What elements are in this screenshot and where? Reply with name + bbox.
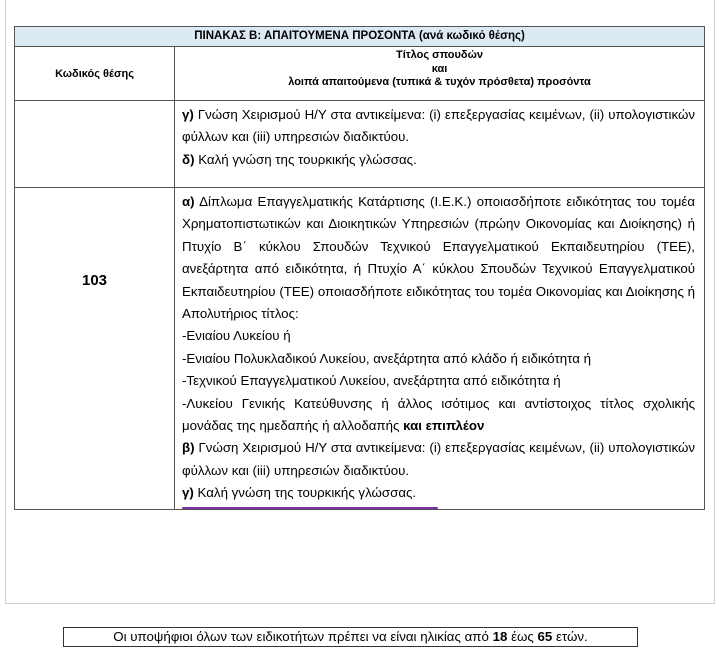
list-item: -Ενιαίου Πολυκλαδικού Λυκείου, ανεξάρτητα από κλάδο ή ειδικότητα ή <box>182 350 591 366</box>
table-row <box>15 188 705 510</box>
item-label: γ) <box>182 107 194 122</box>
column-header-code: Κωδικός θέσης <box>15 47 175 101</box>
item-text: Δίπλωμα Επαγγελματικής Κατάρτισης (Ι.Ε.Κ.) οποιασδήποτε ειδικότητας του τομέα Χρηματοπιστωτικών και Διοικητικών Υπηρεσιών (πρώην Οικονομίας και Διοίκησης) ή Πτυχίο Β΄ κύκλου Σπουδών Τεχνικού Επαγγελματικού Εκπαιδευτηρίου (ΤΕΕ), ανεξάρτητα από ειδικότητα, ή Πτυχίο Α΄ κύκλου Σπουδών Τεχνικού Επαγγελματικού Εκπαιδευτηρίου (ΤΕΕ) οποιασδήποτε ειδικότητας του τομέα Οικονομίας και Διοίκησης ή Απολυτήριος τίτλος: <box>182 194 696 322</box>
item-label: δ) <box>182 151 195 167</box>
header-line-1: Τίτλος σπουδών <box>396 49 484 61</box>
note-text: Οι υποψήφιοι όλων των ειδικοτήτων πρέπει να είναι ηλικίας από <box>113 629 489 644</box>
table-header-row <box>15 47 705 101</box>
column-header-qualifications <box>175 47 705 101</box>
item-label: β) <box>182 440 195 456</box>
qualification-g <box>182 104 695 149</box>
age-requirement-note <box>63 627 638 647</box>
item-text: Καλή γνώση της τουρκικής γλώσσας. <box>197 485 417 501</box>
qualification-a <box>182 191 695 325</box>
header-line-2: και <box>431 62 448 75</box>
table-title-row <box>15 27 705 47</box>
qualifications-cell <box>175 188 705 510</box>
min-age: 18 <box>492 629 508 644</box>
item-text: Καλή γνώση της τουρκικής γλώσσας. <box>198 151 417 167</box>
note-text: έως <box>511 629 534 644</box>
position-code-value: 103 <box>81 271 108 289</box>
position-code <box>15 188 175 510</box>
table-title: ΠΙΝΑΚΑΣ Β: ΑΠΑΙΤΟΥΜΕΝΑ ΠΡΟΣΟΝΤΑ (ανά κωδικό θέσης) <box>15 27 705 47</box>
item-text: -Λυκείου Γενικής Κατεύθυνσης ή άλλος ισότιμος και αντίστοιχος τίτλος σχολικής μονάδας της ημεδαπής ή αλλοδαπής <box>182 395 696 434</box>
underlined-annotation <box>182 482 416 504</box>
max-age: 65 <box>537 629 553 644</box>
requirements-table <box>14 26 705 510</box>
note-text: ετών. <box>555 629 588 644</box>
table-row <box>15 101 705 188</box>
item-label: α) <box>182 194 195 209</box>
qualification-d <box>182 149 695 171</box>
code-cell-empty <box>15 101 175 188</box>
list-item <box>182 393 695 438</box>
item-emphasis: και επιπλέον <box>403 418 485 434</box>
item-text: Γνώση Χειρισμού Η/Υ στα αντικείμενα: (i) επεξεργασίας κειμένων, (ii) υπολογιστικών φύλλων και (iii) υπηρεσιών διαδικτύου. <box>182 107 696 145</box>
qualifications-cell <box>175 101 705 188</box>
header-line-3: λοιπά απαιτούμενα (τυπικά & τυχόν πρόσθετα) προσόντα <box>288 76 591 88</box>
list-item: -Τεχνικού Επαγγελματικού Λυκείου, ανεξάρτητα από ειδικότητα ή <box>182 373 561 389</box>
list-item: -Ενιαίου Λυκείου ή <box>182 328 291 344</box>
qualification-b <box>182 437 695 482</box>
item-text: Γνώση Χειρισμού Η/Υ στα αντικείμενα: (i) επεξεργασίας κειμένων, (ii) υπολογιστικών φύλλων και (iii) υπηρεσιών διαδικτύου. <box>182 440 695 478</box>
item-label: γ) <box>182 485 194 501</box>
qualification-g <box>182 482 695 504</box>
